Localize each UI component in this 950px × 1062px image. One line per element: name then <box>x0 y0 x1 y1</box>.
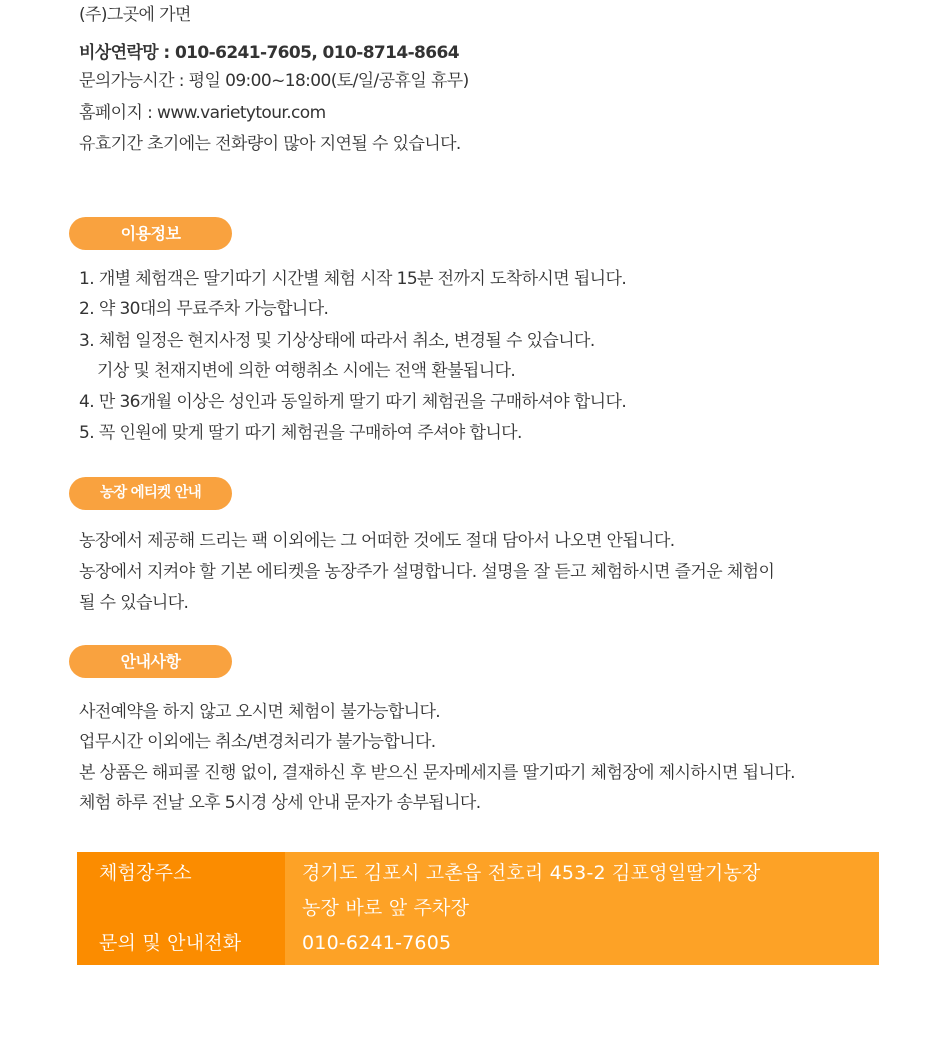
etiquette-line: 농장에서 지켜야 할 기본 에티켓을 농장주가 설명합니다. 설명을 잘 듣고 체험하시면 즐거운 체험이 <box>79 562 775 582</box>
emergency-contact: 비상연락망 : 010-6241-7605, 010-8714-8664 <box>79 43 459 63</box>
usage-item: 3. 체험 일정은 현지사정 및 기상상태에 따라서 취소, 변경될 수 있습니다. <box>79 331 595 351</box>
inquiry-hours: 문의가능시간 : 평일 09:00~18:00(토/일/공휴일 휴무) <box>79 71 469 91</box>
company-name: (주)그곳에 가면 <box>79 5 191 25</box>
etiquette-line: 농장에서 제공해 드리는 팩 이외에는 그 어떠한 것에도 절대 담아서 나오면 안됩니다. <box>79 531 675 551</box>
address-label: 체험장주소 <box>99 862 192 884</box>
address-info-box <box>77 852 879 965</box>
guide-line: 본 상품은 해피콜 진행 없이, 결재하신 후 받으신 문자메세지를 딸기따기 체험장에 제시하시면 됩니다. <box>79 763 795 783</box>
usage-info-badge: 이용정보 <box>69 217 232 250</box>
guide-line: 체험 하루 전날 오후 5시경 상세 안내 문자가 송부됩니다. <box>79 793 481 813</box>
usage-item-continuation: 기상 및 천재지변에 의한 여행취소 시에는 전액 환불됩니다. <box>97 361 516 381</box>
address-line-2: 농장 바로 앞 주차장 <box>302 897 470 919</box>
address-values-panel <box>285 852 879 965</box>
usage-item: 5. 꼭 인원에 맞게 딸기 따기 체험권을 구매하여 주셔야 합니다. <box>79 423 522 443</box>
guide-badge: 안내사항 <box>69 645 232 678</box>
guide-line: 업무시간 이외에는 취소/변경처리가 불가능합니다. <box>79 732 436 752</box>
usage-item: 2. 약 30대의 무료주차 가능합니다. <box>79 299 329 319</box>
usage-item: 1. 개별 체험객은 딸기따기 시간별 체험 시작 15분 전까지 도착하시면 됩니다. <box>79 269 627 289</box>
call-volume-notice: 유효기간 초기에는 전화량이 많아 지연될 수 있습니다. <box>79 134 461 154</box>
etiquette-line: 될 수 있습니다. <box>79 593 189 613</box>
address-labels-panel <box>77 852 285 965</box>
phone-number[interactable]: 010-6241-7605 <box>302 932 452 954</box>
usage-item: 4. 만 36개월 이상은 성인과 동일하게 딸기 따기 체험권을 구매하셔야 합니다. <box>79 392 627 412</box>
address-line-1: 경기도 김포시 고촌읍 전호리 453-2 김포영일딸기농장 <box>302 862 761 884</box>
phone-label: 문의 및 안내전화 <box>99 932 242 954</box>
guide-line: 사전예약을 하지 않고 오시면 체험이 불가능합니다. <box>79 702 441 722</box>
etiquette-badge: 농장 에티켓 안내 <box>69 477 232 510</box>
homepage-link[interactable]: 홈페이지 : www.varietytour.com <box>79 103 326 123</box>
